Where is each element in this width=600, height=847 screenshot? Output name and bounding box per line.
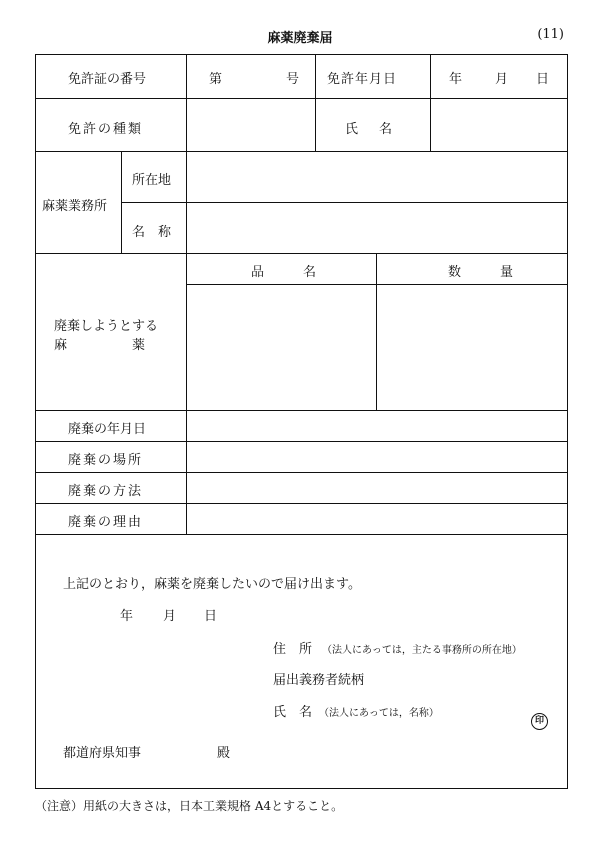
declaration-year: 年 [120,609,134,624]
row-divider [36,534,567,535]
col-divider [315,55,316,151]
col-divider [430,55,431,151]
col-divider [186,253,187,534]
disposal-form [35,54,568,789]
license-date-label: 免許年月日 [327,72,398,87]
form-title: 麻薬廃棄届 [267,31,333,46]
license-date-day: 日 [536,72,550,87]
row-divider [36,98,567,99]
office-address-label: 所在地 [132,173,172,188]
declaration-month: 月 [163,609,177,624]
row-divider [36,472,567,473]
signer-name-label: 氏 名 [273,705,313,720]
row-divider [36,151,567,152]
license-date-month: 月 [495,72,509,87]
col-divider [376,253,377,410]
declaration-statement: 上記のとおり，麻薬を廃棄したいので届け出ます。 [63,577,361,592]
footnote: （注意）用紙の大きさは，日本工業規格 A4とすること。 [35,799,344,813]
name-label: 氏 名 [345,122,397,137]
office-label: 麻薬業務所 [42,199,108,214]
disposal-method-label: 廃棄の方法 [68,484,144,499]
row-divider [36,253,567,254]
license-number-go: 号 [286,72,300,87]
disposal-date-label: 廃棄の年月日 [68,422,147,437]
form-number: (11) [537,27,564,42]
row-divider [36,441,567,442]
declaration-day: 日 [204,609,218,624]
disposal-place-label: 廃棄の場所 [68,453,144,468]
license-type-label: 免許の種類 [68,122,144,137]
drug-col-qty: 数 量 [448,265,514,280]
license-number-dai: 第 [209,72,223,87]
signer-name-note: （法人にあっては，名称） [319,708,439,719]
license-number-label: 免許証の番号 [68,72,147,87]
license-date-year: 年 [449,72,463,87]
obligor-label: 届出義務者続柄 [273,673,365,688]
col-divider [186,151,187,253]
col-divider [121,151,122,253]
office-name-label: 名 称 [132,225,172,240]
honorific: 殿 [217,746,231,761]
addressee: 都道府県知事 [63,746,142,761]
col-divider [186,55,187,151]
disposal-reason-label: 廃棄の理由 [68,515,144,530]
row-divider [121,202,567,203]
address-label: 住 所 [273,642,313,657]
seal-icon: 印 [531,713,548,730]
drug-label-line2: 麻 薬 [54,338,146,353]
drug-col-name: 品 名 [251,265,317,280]
drug-label-line1: 廃棄しようとする [54,319,159,334]
row-divider [36,503,567,504]
row-divider [36,410,567,411]
address-note: （法人にあっては，主たる事務所の所在地） [322,645,522,656]
